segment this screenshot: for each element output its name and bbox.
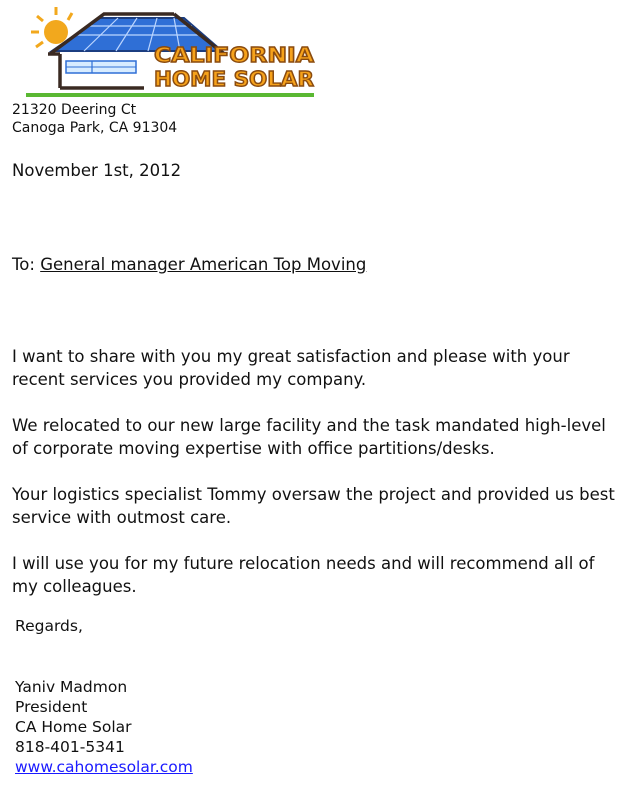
address-city: Canoga Park, CA 91304: [12, 120, 178, 136]
body-paragraph-4: I will use you for my future relocation needs and will recommend all of my colleagues.: [12, 554, 595, 596]
website-link[interactable]: www.cahomesolar.com: [15, 758, 193, 776]
closing: Regards,: [15, 617, 83, 635]
address-street: 21320 Deering Ct: [12, 102, 137, 118]
logo-line1: CALIFORNIA: [154, 43, 315, 67]
signer-company: CA Home Solar: [15, 718, 132, 736]
sender-address: [12, 101, 177, 137]
letter-date: November 1st, 2012: [12, 161, 182, 180]
signer-phone: 818-401-5341: [15, 738, 125, 756]
to-prefix: To:: [12, 255, 35, 274]
body-paragraph-2: We relocated to our new large facility and the task mandated high-level of corporate moving expertise with office partitions/desks.: [12, 416, 606, 458]
company-logo: [14, 4, 318, 99]
body-paragraph-1: I want to share with you my great satisfaction and please with your recent services you provided my company.: [12, 347, 570, 389]
signature-block: [15, 677, 193, 777]
recipient-line: [12, 255, 366, 274]
recipient-name: General manager American Top Moving: [40, 255, 367, 274]
body-paragraph-3: Your logistics specialist Tommy oversaw the project and provided us best service with outmost care.: [12, 485, 615, 527]
signer-name: Yaniv Madmon: [15, 678, 128, 696]
logo-line2: HOME SOLAR: [154, 67, 314, 91]
signer-title: President: [15, 698, 88, 716]
